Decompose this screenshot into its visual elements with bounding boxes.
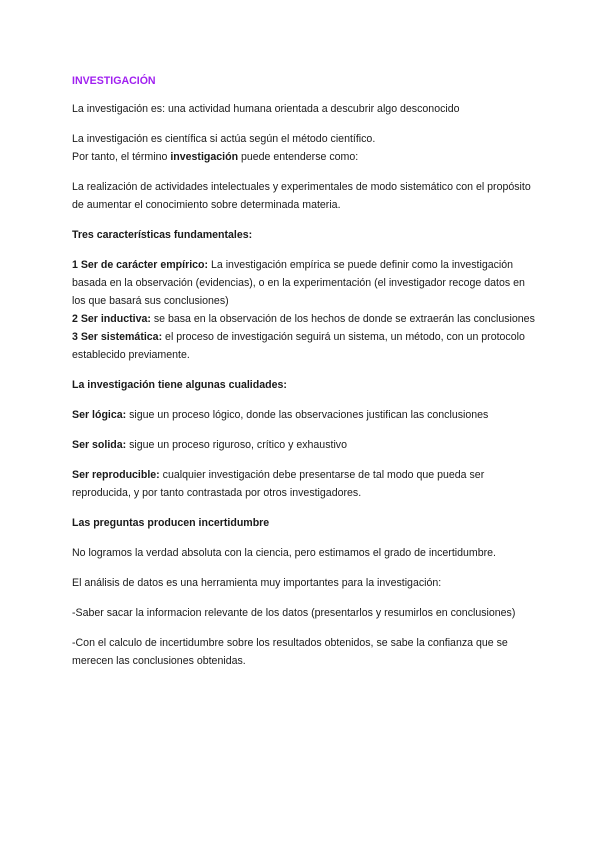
characteristic-3 bbox=[72, 328, 540, 364]
characteristic-1-label: 1 Ser de carácter empírico: bbox=[72, 259, 209, 271]
characteristic-2 bbox=[72, 310, 540, 328]
quality-2-label: Ser solida: bbox=[72, 439, 127, 451]
definition-paragraph: La investigación es: una actividad humana orientada a descubrir algo desconocido bbox=[72, 103, 460, 115]
quality-1-text: sigue un proceso lógico, donde las observaciones justifican las conclusiones bbox=[126, 409, 489, 421]
data-analysis-paragraph: El análisis de datos es una herramienta muy importantes para la investigación: bbox=[72, 577, 442, 589]
activities-paragraph: La realización de actividades intelectuales y experimentales de modo sistemático con el propósito de aumentar el conocimiento sobre determinada materia. bbox=[72, 181, 531, 211]
quality-2-text: sigue un proceso riguroso, crítico y exhaustivo bbox=[126, 439, 347, 451]
qualities-heading bbox=[72, 376, 540, 394]
questions-heading-text: Las preguntas producen incertidumbre bbox=[72, 517, 270, 529]
questions-heading bbox=[72, 514, 540, 532]
characteristic-2-text: se basa en la observación de los hechos de donde se extraerán las conclusiones bbox=[150, 313, 535, 325]
characteristic-2-label: 2 Ser inductiva: bbox=[72, 313, 151, 325]
quality-3-text: cualquier investigación debe presentarse de tal modo que pueda ser reproducida, y por tanto contrastada por otros investigadores. bbox=[72, 469, 485, 499]
characteristic-1 bbox=[72, 256, 540, 310]
quality-1 bbox=[72, 406, 540, 424]
characteristic-1-text: La investigación empírica se puede definir como la investigación basada en la observación (evidencias), o en la experimentación (el investigador recoge datos en los que basará sus conclusiones) bbox=[72, 259, 525, 307]
quality-2 bbox=[72, 436, 540, 454]
characteristics-heading-text: Tres características fundamentales: bbox=[72, 229, 253, 241]
characteristic-3-text: el proceso de investigación seguirá un sistema, un método, con un protocolo establecido previamente. bbox=[72, 331, 525, 361]
characteristics-heading bbox=[72, 226, 540, 244]
quality-1-label: Ser lógica: bbox=[72, 409, 127, 421]
data-analysis-item-1: -Saber sacar la informacion relevante de los datos (presentarlos y resumirlos en conclusiones) bbox=[72, 607, 516, 619]
uncertainty-paragraph: No logramos la verdad absoluta con la ciencia, pero estimamos el grado de incertidumbre. bbox=[72, 547, 496, 559]
data-analysis-item-2: -Con el calculo de incertidumbre sobre los resultados obtenidos, se sabe la confianza que se merecen las conclusiones obtenidas. bbox=[72, 637, 508, 667]
scientific-line-2-post: puede entenderse como: bbox=[238, 151, 359, 163]
qualities-heading-text: La investigación tiene algunas cualidades: bbox=[72, 379, 287, 391]
scientific-line-2-pre: Por tanto, el término bbox=[72, 151, 171, 163]
quality-3 bbox=[72, 466, 540, 502]
document-title: INVESTIGACIÓN bbox=[72, 75, 156, 87]
characteristic-3-label: 3 Ser sistemática: bbox=[72, 331, 163, 343]
scientific-line-1: La investigación es científica si actúa según el método científico. bbox=[72, 133, 376, 145]
scientific-paragraph bbox=[72, 130, 540, 166]
scientific-line-2-bold: investigación bbox=[170, 151, 239, 163]
quality-3-label: Ser reproducible: bbox=[72, 469, 160, 481]
